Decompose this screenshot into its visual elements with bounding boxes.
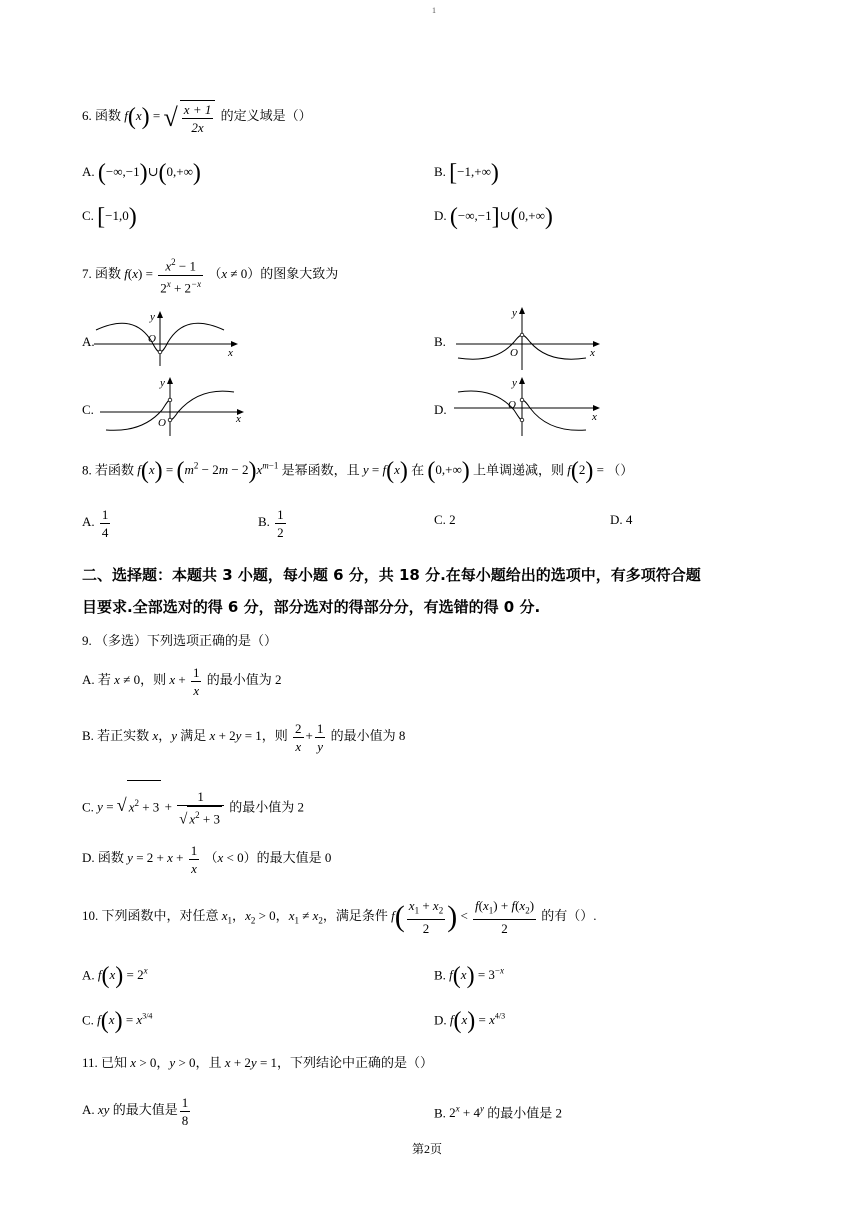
axis-y-label: y (512, 307, 517, 319)
q8-number: 8. (82, 462, 92, 478)
q7-cond-end: ）的图象大致为 (247, 266, 339, 281)
q6-formula: f(x) = √ $\frac{x + 1}{2x}$ (124, 108, 217, 123)
q8-option-a-value: $\frac{1}{4}$ (101, 506, 109, 540)
option-label: B. (258, 514, 270, 529)
question-11-stem (82, 1052, 433, 1071)
q6-stem-post: 的定义域是（） (220, 108, 312, 123)
q9-b-vars: x，y (149, 728, 181, 743)
q11-option-b (434, 1096, 562, 1122)
axis-x-label: x (228, 347, 233, 359)
q8-stem-pre: 若函数 (95, 462, 135, 478)
q10-vars: $x_1$，$x_2 > 0$，$x_1 \ne x_2$ (221, 908, 323, 926)
q6-option-b (434, 160, 499, 187)
q8-option-b-value: $\frac{1}{2}$ (277, 506, 284, 540)
option-label: C. (82, 208, 94, 223)
option-label: D. (610, 512, 623, 527)
option-label: A. (82, 164, 95, 179)
q11-a-post: 的最大值是 (112, 1102, 178, 1117)
q11-a-value: $\frac{1}{8}$ (181, 1094, 189, 1128)
origin-label: O (508, 399, 516, 411)
q7-stem-pre: 函数 (95, 266, 122, 281)
q11-stem-mid: ，且 (195, 1055, 222, 1070)
question-9-stem: 9. （多选）下列选项正确的是（） (82, 633, 278, 648)
q9-option-c (82, 780, 305, 828)
q11-formula-1: x > 0，y > 0 (130, 1055, 196, 1070)
q8-option-c (434, 512, 456, 528)
q7-graph-d (452, 374, 604, 438)
q9-c-post: 的最小值为 2 (229, 799, 305, 815)
q11-option-a (82, 1090, 192, 1130)
q8-formula-2: y = f(x) (362, 458, 408, 485)
q8-formula-1: $f(x) = (m^2 - 2m - 2)x^{m-1}$ (137, 458, 279, 485)
q7-graph-a (92, 308, 242, 368)
q9-b-mid: 满足 (180, 728, 207, 743)
q7-cond: （ (208, 266, 222, 281)
origin-label: O (510, 347, 518, 359)
q7-graph-a-label: A. (82, 334, 95, 349)
q10-option-c (82, 1004, 153, 1035)
q7-graph-c-label: C. (82, 402, 94, 417)
q9-d-formula: y = 2 + x + $\frac{1}{x}$ (127, 842, 198, 876)
q6-option-a-formula: (−∞,−1)∪(0,+∞) (97, 160, 201, 187)
option-label: D. (82, 850, 95, 865)
option-label: B. (434, 1105, 446, 1121)
axis-x-label: x (592, 411, 597, 423)
q10-b-formula: $f(x) = 3^{-x}$ (449, 963, 504, 990)
q9-option-b (82, 716, 405, 756)
q11-b-formula: $2^x + 4^y$ (449, 1104, 485, 1121)
option-label: D. (434, 1012, 447, 1028)
q8-option-d-value: 4 (625, 512, 633, 527)
q7-graph-b-label: B. (434, 334, 446, 349)
question-8-stem (82, 452, 634, 485)
origin-label: O (158, 417, 166, 429)
q10-stem-post: 的有（）. (541, 908, 597, 923)
q8-formula-3: (0,+∞) (427, 458, 470, 485)
axis-x-label: x (590, 347, 595, 359)
origin-label: O (148, 333, 156, 345)
q6-option-d (434, 204, 553, 231)
q9-b-formula-1: x + 2y = 1 (209, 728, 262, 743)
question-10-stem (82, 894, 597, 938)
q11-formula-2: x + 2y = 1 (224, 1055, 278, 1070)
q6-option-c-formula: [−1,0) (97, 204, 137, 231)
q9-a-post: 的最小值为 2 (206, 672, 282, 687)
q11-stem-post: ，下列结论中正确的是（） (277, 1055, 434, 1070)
axis-y-label: y (150, 311, 155, 323)
q7-cond-formula: x ≠ 0 (221, 266, 248, 281)
q7-formula: f(x) = $\frac{x^2 - 1}{2^x + 2^{-x}}$ (124, 266, 205, 281)
q6-option-d-formula: (−∞,−1]∪(0,+∞) (449, 204, 553, 231)
option-label: C. (82, 1012, 94, 1028)
q9-a-formula-1: x ≠ 0 (114, 672, 141, 687)
q8-option-b (258, 502, 288, 542)
q11-stem-pre: 11. 已知 (82, 1055, 128, 1070)
option-label: D. (434, 208, 447, 223)
q6-stem-pre: 函数 (95, 108, 122, 123)
q9-b-post: 的最小值为 8 (330, 728, 406, 743)
q10-option-a (82, 958, 148, 990)
q10-option-d (434, 1004, 506, 1035)
q7-graph-c (98, 374, 248, 438)
option-label: A. (82, 967, 95, 983)
q9-d-cond: （ (204, 850, 218, 865)
q6-number: 6. (82, 108, 92, 123)
q6-option-b-formula: [−1,+∞) (449, 160, 499, 187)
q9-b-formula-2: $\frac{2}{x}$ + $\frac{1}{y}$ (295, 720, 324, 754)
q9-d-pre: 函数 (97, 850, 124, 865)
q8-stem-mid3: 上单调递减，则 (473, 462, 565, 478)
q9-d-cond-formula: x < 0 (217, 850, 244, 865)
q10-option-b (434, 958, 504, 990)
axis-x-label: x (236, 413, 241, 425)
q9-option-d (82, 838, 331, 878)
q8-stem-end: （） (607, 462, 634, 478)
q8-stem-mid2: 在 (411, 462, 425, 478)
q6-option-c (82, 204, 137, 231)
q8-option-a (82, 502, 112, 542)
q8-option-c-value: 2 (449, 512, 456, 527)
q8-option-d (610, 512, 632, 528)
axis-y-label: y (512, 377, 517, 389)
q7-number: 7. (82, 266, 92, 281)
option-label: A. (82, 1102, 95, 1117)
option-label: C. (82, 799, 94, 815)
section-2-heading-line-2: 目要求.全部选对的得 6 分，部分选对的得部分分，有选错的得 0 分. (82, 598, 541, 616)
header-mark: 1 (432, 6, 436, 15)
option-label: B. (434, 164, 446, 179)
q9-d-post: ）的最大值是 0 (243, 850, 332, 865)
q9-a-formula-2: x + $\frac{1}{x}$ (169, 664, 200, 698)
q10-c-formula: $f(x) = x^{3/4}$ (97, 1008, 153, 1035)
q9-a-mid: ，则 (140, 672, 167, 687)
page-footer: 第2页 (412, 1142, 443, 1156)
q9-b-pre: 若正实数 (97, 728, 150, 743)
q10-stem-mid: ，满足条件 (322, 908, 388, 923)
q10-stem-pre: 10. 下列函数中，对任意 (82, 908, 219, 923)
q10-formula: f( $\frac{x_1 + x_2}{2}$ ) < $\frac{f(x_1) + f(x_2)}{2}$ (391, 897, 535, 937)
q8-formula-4: f(2) = (567, 458, 604, 485)
option-label: C. (434, 512, 446, 527)
question-7-stem (82, 254, 338, 294)
q11-a-formula: xy (97, 1102, 110, 1117)
q9-a-pre: 若 (97, 672, 111, 687)
q7-graph-d-label: D. (434, 402, 447, 417)
q9-option-a (82, 660, 281, 700)
q8-stem-mid1: 是幂函数，且 (281, 462, 360, 478)
section-2-heading-line-1: 二、选择题：本题共 3 小题，每小题 6 分，共 18 分.在每小题给出的选项中，有多项符合题 (82, 566, 701, 584)
question-6-stem (82, 96, 312, 136)
option-label: B. (82, 728, 94, 743)
option-label: A. (82, 514, 95, 529)
q9-b-mid2: ，则 (261, 728, 288, 743)
axis-y-label: y (160, 377, 165, 389)
q7-graph-b (454, 304, 604, 374)
q11-b-post: 的最小值是 2 (487, 1105, 563, 1121)
q6-option-a (82, 160, 201, 187)
option-label: B. (434, 967, 446, 983)
q10-d-formula: $f(x) = x^{4/3}$ (449, 1008, 506, 1035)
option-label: A. (82, 672, 95, 687)
q10-a-formula: $f(x) = 2^x$ (97, 963, 148, 990)
q9-c-formula: y = √ $x^2 + 3$ + $\frac{1}{√ x^2 + 3}$ (97, 799, 226, 814)
